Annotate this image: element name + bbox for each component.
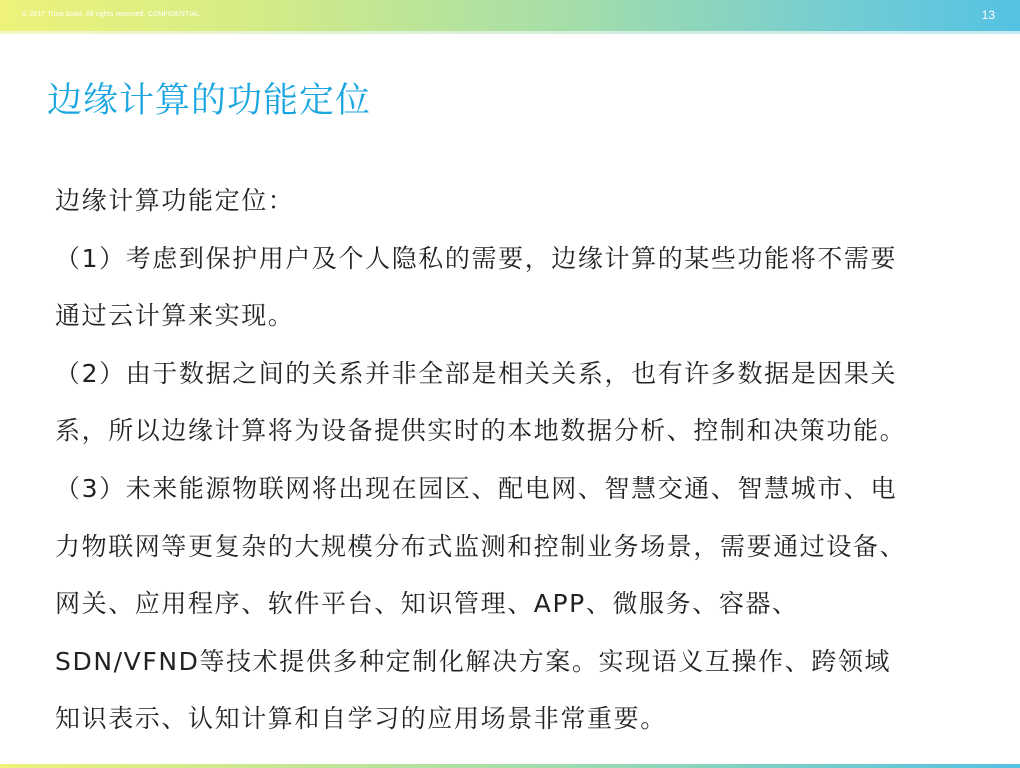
body-line: 网关、应用程序、软件平台、知识管理、APP、微服务、容器、	[55, 589, 799, 619]
body-text	[55, 187, 965, 763]
body-line: 知识表示、认知计算和自学习的应用场景非常重要。	[55, 704, 667, 734]
body-line: （2）由于数据之间的关系并非全部是相关关系，也有许多数据是因果关	[55, 358, 898, 388]
header-divider	[0, 31, 1020, 34]
header-band	[0, 0, 1020, 31]
body-line: （1）考虑到保护用户及个人隐私的需要，边缘计算的某些功能将不需要	[55, 243, 898, 273]
body-line: （3）未来能源物联网将出现在园区、配电网、智慧交通、智慧城市、电	[55, 473, 898, 503]
body-line: SDN/VFND等技术提供多种定制化解决方案。实现语义互操作、跨领域	[55, 646, 892, 676]
body-line: 力物联网等更复杂的大规模分布式监测和控制业务场景，需要通过设备、	[55, 531, 907, 561]
slide-title: 边缘计算的功能定位	[47, 81, 372, 121]
copyright-notice: © 2017 Trina Solar. All rights reserved. CONFIDENTIAL.	[22, 11, 203, 18]
page-number: 13	[981, 8, 995, 22]
body-line: 通过云计算来实现。	[55, 301, 295, 331]
body-line: 边缘计算功能定位：	[55, 186, 295, 215]
footer-band	[0, 764, 1020, 768]
body-line: 系，所以边缘计算将为设备提供实时的本地数据分析、控制和决策功能。	[55, 416, 907, 446]
